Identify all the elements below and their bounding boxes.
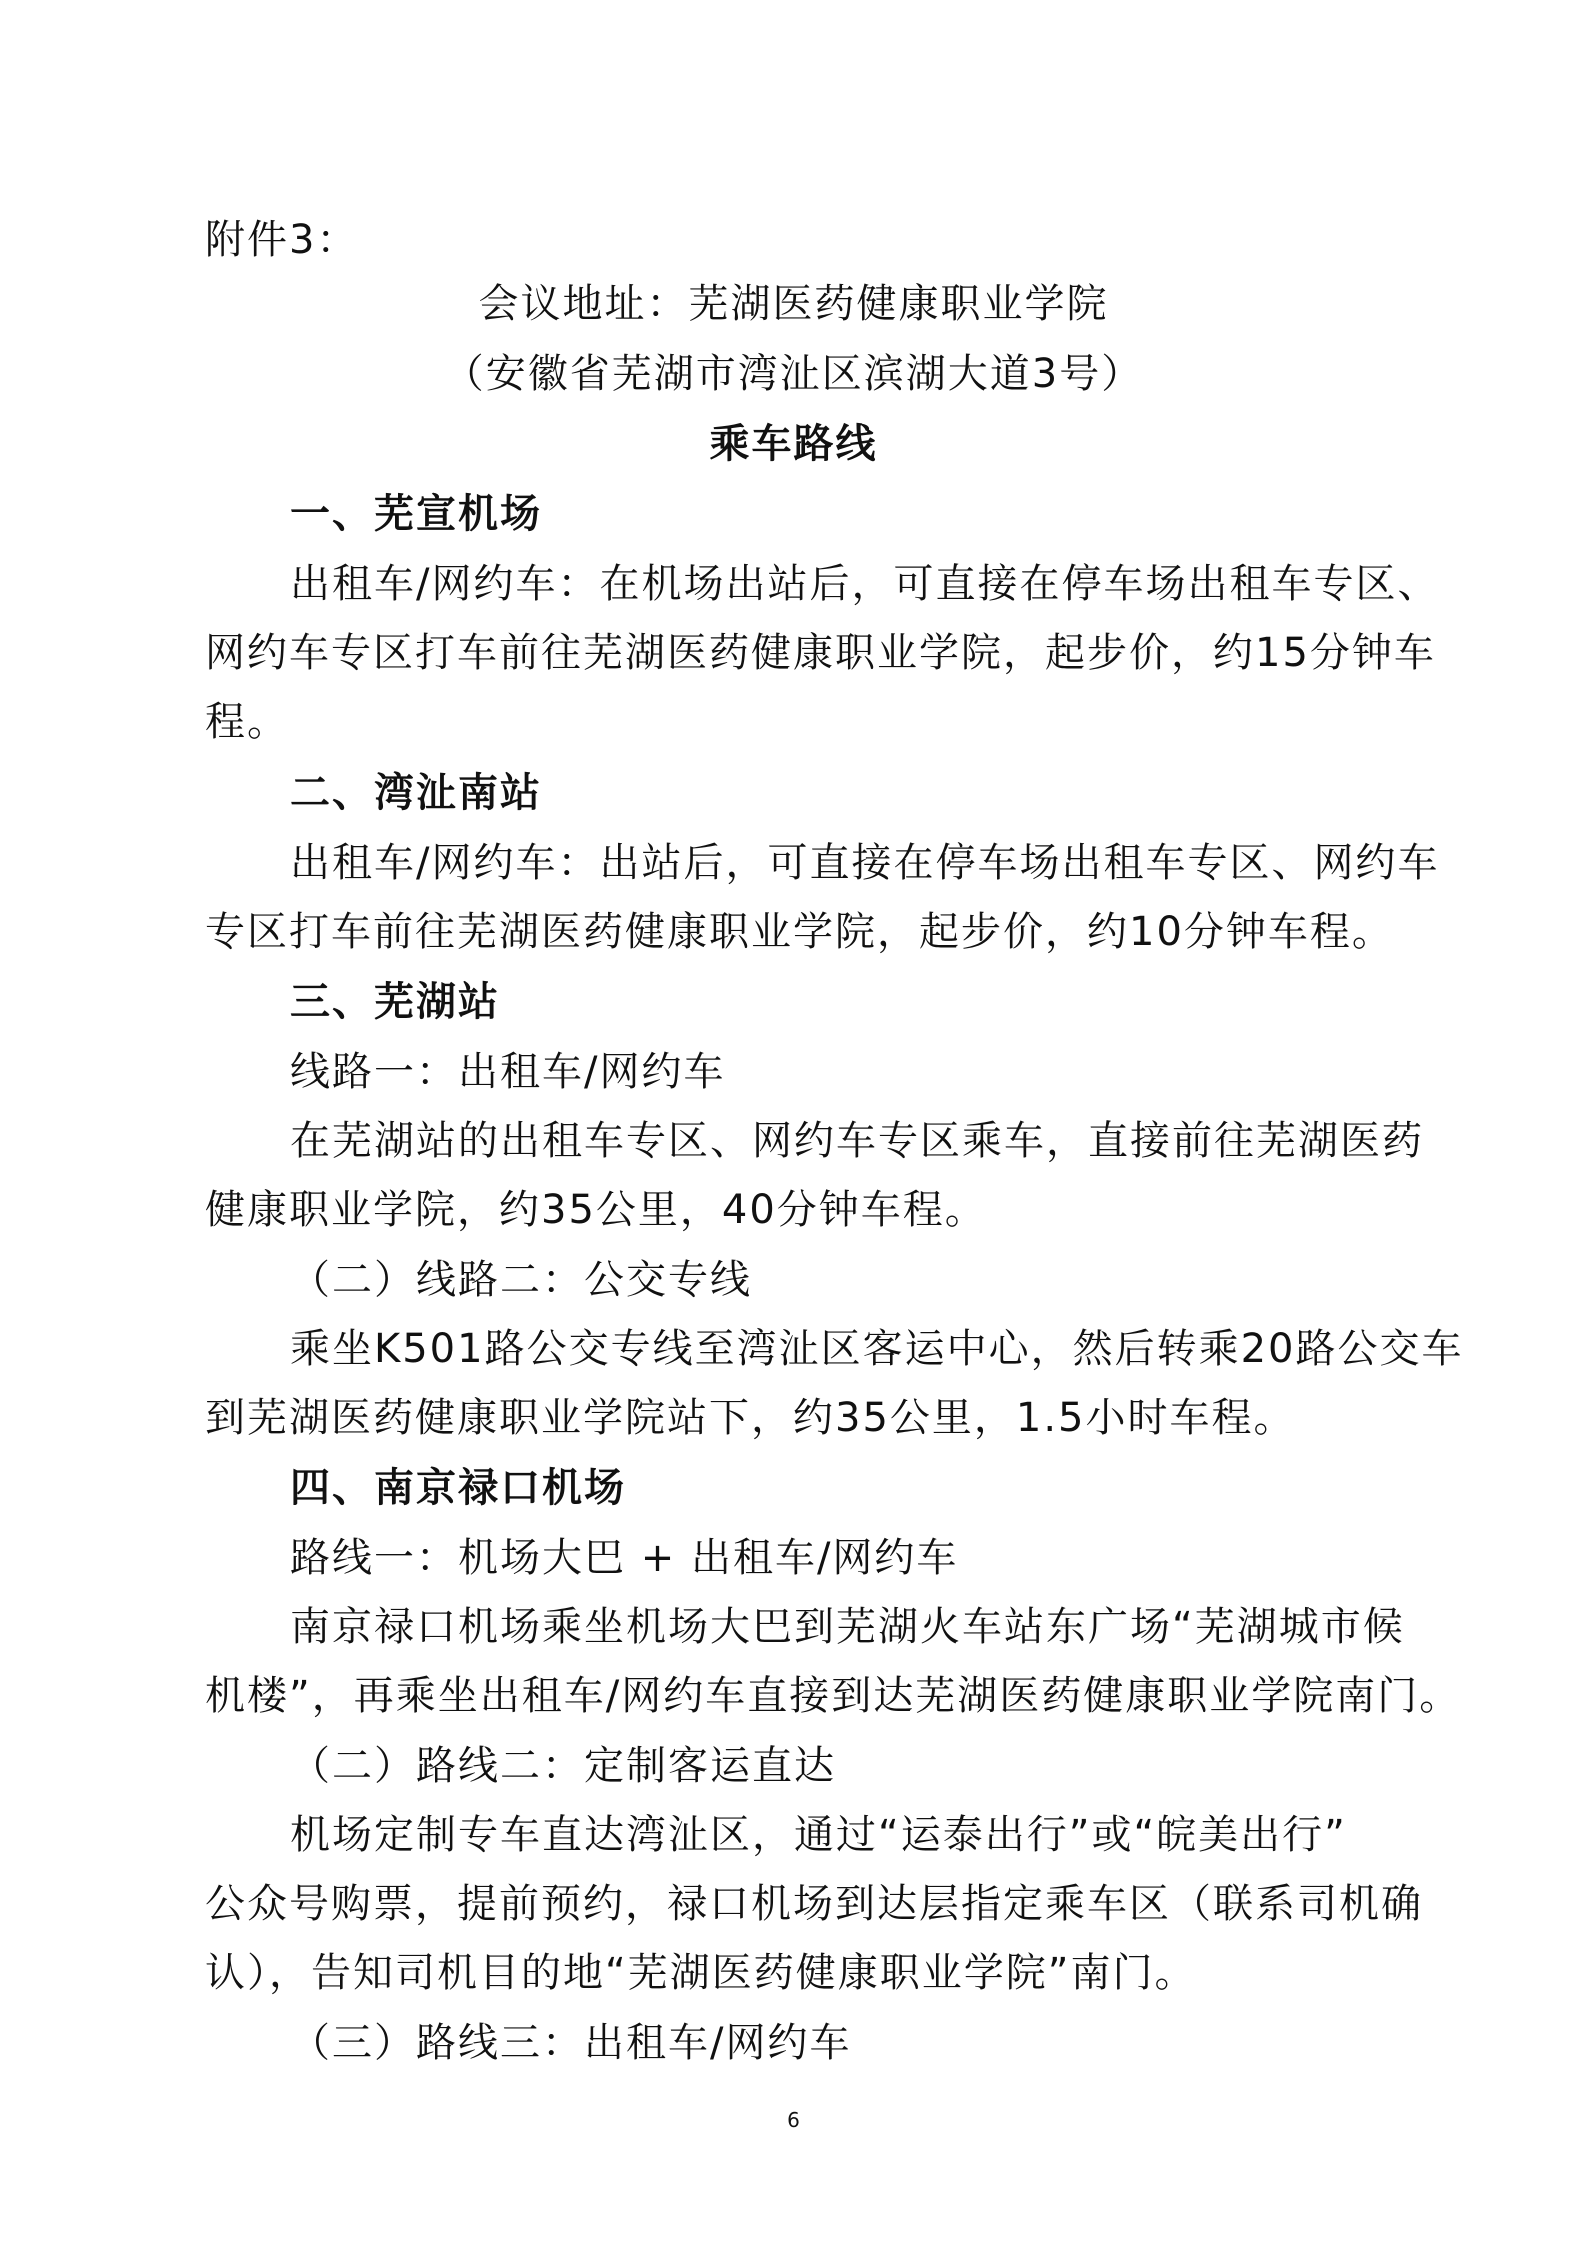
section-3-route-1-title: 线路一：出租车/网约车 <box>290 1049 726 1095</box>
section-3-paragraph-line: 到芜湖医药健康职业学院站下，约35公里，1.5小时车程。 <box>205 1395 1296 1441</box>
section-3-heading: 三、芜湖站 <box>290 979 500 1025</box>
section-4-paragraph-line: 机楼”，再乘坐出租车/网约车直接到达芜湖医药健康职业学院南门。 <box>205 1673 1462 1719</box>
section-1-heading: 一、芜宣机场 <box>290 491 542 537</box>
section-3-route-2-title: （二）线路二：公交专线 <box>290 1257 752 1303</box>
section-1-paragraph-line: 程。 <box>205 699 289 745</box>
section-3-paragraph-line: 乘坐K501路公交专线至湾沚区客运中心，然后转乘20路公交车 <box>290 1326 1464 1372</box>
title-line-1: 会议地址：芜湖医药健康职业学院 <box>478 281 1109 327</box>
section-4-route-2-title: （二）路线二：定制客运直达 <box>290 1743 836 1789</box>
section-1-paragraph-line: 网约车专区打车前往芜湖医药健康职业学院，起步价，约15分钟车 <box>205 630 1436 676</box>
section-4-paragraph-line: 公众号购票，提前预约，禄口机场到达层指定乘车区（联系司机确 <box>205 1881 1423 1927</box>
section-4-heading: 四、南京禄口机场 <box>290 1465 626 1511</box>
section-3-paragraph-line: 健康职业学院，约35公里，40分钟车程。 <box>205 1187 987 1233</box>
title-line-3: 乘车路线 <box>709 421 878 467</box>
page-number: 6 <box>787 2108 800 2132</box>
title-line-2: （安徽省芜湖市湾沚区滨湖大道3号） <box>443 351 1144 397</box>
section-1-paragraph-line: 出租车/网约车：在机场出站后，可直接在停车场出租车专区、 <box>290 561 1440 607</box>
section-2-heading: 二、湾沚南站 <box>290 770 542 816</box>
section-2-paragraph-line: 专区打车前往芜湖医药健康职业学院，起步价，约10分钟车程。 <box>205 909 1394 955</box>
section-3-paragraph-line: 在芜湖站的出租车专区、网约车专区乘车，直接前往芜湖医药 <box>290 1118 1424 1164</box>
section-4-route-3-title: （三）路线三：出租车/网约车 <box>290 2020 852 2066</box>
section-4-paragraph-line: 南京禄口机场乘坐机场大巴到芜湖火车站东广场“芜湖城市候 <box>290 1604 1405 1650</box>
section-4-paragraph-line: 认），告知司机目的地“芜湖医药健康职业学院”南门。 <box>205 1950 1197 1996</box>
section-4-route-1-title: 路线一：机场大巴 + 出租车/网约车 <box>290 1535 959 1581</box>
section-4-paragraph-line: 机场定制专车直达湾沚区，通过“运泰出行”或“皖美出行” <box>290 1812 1347 1858</box>
section-2-paragraph-line: 出租车/网约车：出站后，可直接在停车场出租车专区、网约车 <box>290 840 1440 886</box>
attachment-label: 附件3： <box>205 217 359 263</box>
